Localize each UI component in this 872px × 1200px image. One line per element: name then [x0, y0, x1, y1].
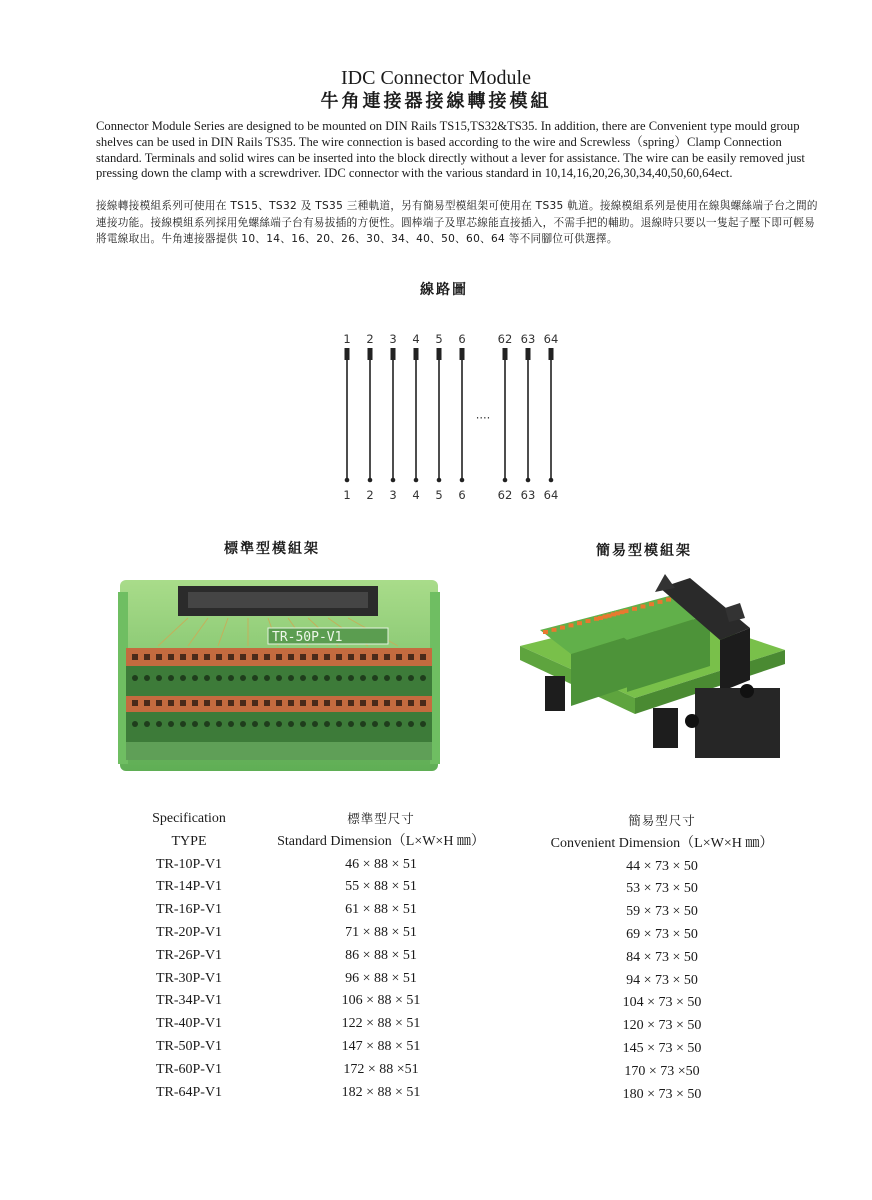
type-cell: TR-26P-V1: [155, 947, 223, 963]
top-terminal: [391, 348, 396, 360]
bottom-pin-label: 3: [389, 488, 397, 502]
type-cell: TR-14P-V1: [155, 879, 223, 895]
bottom-terminal: [368, 478, 373, 483]
convenient-dimension-cell: 59 × 73 × 50: [626, 904, 698, 920]
type-header-line-1: Specification: [152, 811, 226, 826]
circuit-diagram-title: 線路圖: [420, 282, 468, 298]
top-pin-label: 6: [458, 332, 466, 346]
top-terminal: [549, 348, 554, 360]
top-terminal: [414, 348, 419, 360]
top-pin-label: 62: [497, 332, 513, 346]
board-marking: TR-50P-V1: [272, 630, 343, 645]
top-pin-label: 2: [366, 332, 374, 346]
standard-dimension-cell: 147 × 88 × 51: [341, 1038, 421, 1054]
standard-dimension-cell: 96 × 88 × 51: [345, 970, 417, 986]
description-english: Connector Module Series are designed to be mounted on DIN Rails TS15,TS32&TS35. In addition, there are Convenient type mould group shelves can be used in DIN Rails TS35. The wire connection is based according to the wire and Screwless（spring）Clamp Connection standard. Terminals and solid wires can be inserted into the block directly without a lever for assistance. The wire can be easily removed just pressing down the clamp with a screwdriver. IDC connector with the various standard in 10,14,16,20,26,30,34,40,50,60,64ect.: [96, 119, 805, 181]
bottom-pin-label: 5: [435, 488, 443, 502]
top-pin-label: 64: [543, 332, 559, 346]
bottom-pin-label: 62: [497, 488, 513, 502]
standard-dimension-cell: 71 × 88 × 51: [345, 924, 417, 940]
convenient-dimension-cell: 180 × 73 × 50: [622, 1086, 702, 1102]
standard-module-photo: [118, 578, 440, 773]
description-chinese: 接線轉接模組系列可使用在 TS15、TS32 及 TS35 三種軌道，另有簡易型模組架可使用在 TS35 軌道。接線模組系列是使用在線與螺絲端子台之間的連接功能。接線模組系列採用免螺絲端子台有易拔插的方便性。圓棒端子及單芯線能直接插入，不需手把的輔助。退線時只要以一隻起子壓下即可輕易將電線取出。牛角連接器提供 10、14、16、20、26、30、34、40、50、60、64 等不同腳位可供選擇。: [96, 200, 818, 246]
convenient-dimension-cell: 120 × 73 × 50: [622, 1018, 702, 1034]
page-title: IDC Connector Module: [341, 67, 531, 89]
standard-dimension-cell: 55 × 88 × 51: [345, 879, 417, 895]
bottom-pin-label: 2: [366, 488, 374, 502]
convenient-module-photo: [515, 568, 790, 780]
bottom-terminal: [414, 478, 419, 483]
bottom-terminal: [460, 478, 465, 483]
standard-rack-label: 標準型模組架: [224, 541, 320, 557]
type-cell: TR-60P-V1: [155, 1061, 223, 1077]
bottom-terminal: [503, 478, 508, 483]
bottom-terminal: [391, 478, 396, 483]
standard-dimension-cell: 61 × 88 × 51: [345, 902, 417, 918]
convenient-dimension-cell: 84 × 73 × 50: [626, 949, 698, 965]
top-terminal: [368, 348, 373, 360]
bottom-terminal: [526, 478, 531, 483]
type-cell: TR-10P-V1: [155, 856, 223, 872]
standard-dimension-cell: 182 × 88 × 51: [341, 1084, 421, 1100]
type-cell: TR-16P-V1: [155, 902, 223, 918]
top-terminal: [526, 348, 531, 360]
bottom-terminal: [345, 478, 350, 483]
bottom-pin-label: 1: [343, 488, 351, 502]
type-column: [120, 808, 258, 1104]
convenient-dimension-cell: 53 × 73 × 50: [626, 881, 698, 897]
convenient-dimension-cell: 69 × 73 × 50: [626, 926, 698, 942]
bottom-pin-label: 4: [412, 488, 420, 502]
standard-dimension-cell: 86 × 88 × 51: [345, 947, 417, 963]
top-pin-label: 63: [520, 332, 536, 346]
convenient-dimension-cell: 145 × 73 × 50: [622, 1040, 702, 1056]
standard-dimension-cell: 122 × 88 × 51: [341, 1016, 421, 1032]
type-cell: TR-34P-V1: [155, 993, 223, 1009]
type-header-line-2: TYPE: [171, 833, 207, 849]
standard-header-chinese: 標準型尺寸: [347, 811, 415, 826]
standard-dimension-column: [254, 808, 508, 1104]
bottom-terminal: [549, 478, 554, 483]
top-terminal: [345, 348, 350, 360]
bottom-terminal: [437, 478, 442, 483]
top-pin-label: 3: [389, 332, 397, 346]
convenient-header-chinese: 簡易型尺寸: [628, 813, 696, 828]
bottom-pin-label: 6: [458, 488, 466, 502]
type-cell: TR-40P-V1: [155, 1016, 223, 1032]
top-terminal: [437, 348, 442, 360]
standard-dimension-cell: 172 × 88 ×51: [343, 1061, 419, 1077]
convenient-dimension-cell: 44 × 73 × 50: [626, 858, 698, 874]
top-pin-label: 4: [412, 332, 420, 346]
standard-dimension-cell: 106 × 88 × 51: [341, 993, 421, 1009]
type-cell: TR-20P-V1: [155, 924, 223, 940]
circuit-diagram: [330, 320, 570, 510]
standard-dimension-cell: 46 × 88 × 51: [345, 856, 417, 872]
top-pin-label: 1: [343, 332, 351, 346]
type-cell: TR-50P-V1: [155, 1038, 223, 1054]
top-terminal: [503, 348, 508, 360]
bottom-pin-label: 63: [520, 488, 536, 502]
ellipsis: ····: [475, 411, 491, 425]
convenient-header-english: Convenient Dimension（L×W×H ㎜）: [550, 835, 774, 851]
top-terminal: [460, 348, 465, 360]
convenient-dimension-cell: 94 × 73 × 50: [626, 972, 698, 988]
convenient-dimension-cell: 170 × 73 ×50: [624, 1063, 700, 1079]
convenient-rack-label: 簡易型模組架: [596, 543, 692, 559]
bottom-pin-label: 64: [543, 488, 559, 502]
convenient-dimension-column: [526, 808, 798, 1104]
convenient-dimension-cell: 104 × 73 × 50: [622, 995, 702, 1011]
page-title-chinese: 牛角連接器接線轉接模組: [320, 91, 552, 112]
type-cell: TR-64P-V1: [155, 1084, 223, 1100]
standard-header-english: Standard Dimension（L×W×H ㎜）: [277, 833, 485, 849]
top-pin-label: 5: [435, 332, 443, 346]
type-cell: TR-30P-V1: [155, 970, 223, 986]
